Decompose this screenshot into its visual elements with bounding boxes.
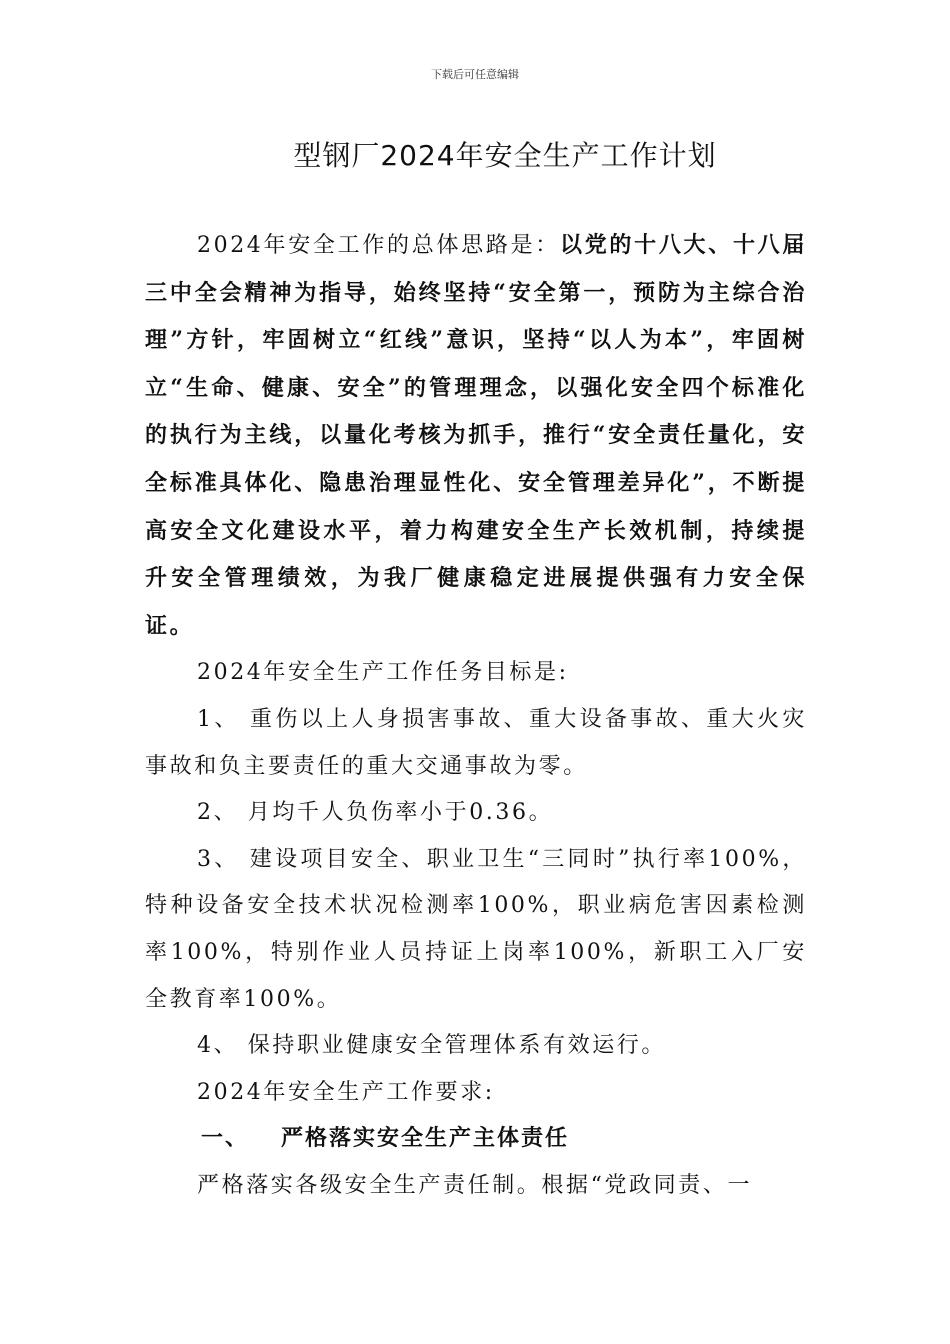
intro-lead: 2024年安全工作的总体思路是： — [197, 233, 561, 258]
targets-heading: 2024年安全生产工作任务目标是: — [197, 660, 569, 686]
intro-bold-text: 以党的十八大、十八届三中全会精神为指导，始终坚持“安全第一，预防为主综合治理”方针，牢固树立“红线”意识，坚持“以人为本”，牢固树立“生命、健康、安全”的管理理念，以强化安全四个标准化的执行为主线，以量化考核为抓手，推行“安全责任量化，安全标准具体化、隐患治理显性化、安全管理差异化”，不断提高安全文化建设水平，着力构建安全生产长效机制，持续提升安全管理绩效，为我厂健康稳定进展提供强有力安全保证。 — [145, 232, 807, 639]
intro-paragraph — [145, 222, 807, 650]
target-item-4: 4、 保持职业健康安全管理体系有效运行。 — [197, 1033, 666, 1059]
section-1-paragraph: 严格落实各级安全生产责任制。根据“党政同责、一 — [197, 1172, 753, 1198]
header-note: 下载后可任意编辑 — [431, 68, 519, 81]
document-body — [145, 222, 807, 1209]
requirements-heading: 2024年安全生产工作要求: — [197, 1079, 495, 1105]
page-title: 型钢厂2024年安全生产工作计划 — [293, 139, 717, 172]
target-item-1: 1、 重伤以上人身损害事故、重大设备事故、重大火灾事故和负主要责任的重大交通事故为零。 — [145, 706, 807, 779]
section-number: 一、 — [201, 1126, 250, 1152]
target-item-3: 3、 建设项目安全、职业卫生“三同时”执行率100%，特种设备安全技术状况检测率100%，职业病危害因素检测率100%，特别作业人员持证上岗率100%，新职工入厂安全教育率100%。 — [145, 846, 807, 1012]
target-item-2: 2、 月均千人负伤率小于0.36。 — [197, 800, 554, 826]
section-heading-1 — [145, 1116, 807, 1163]
section-title: 严格落实安全生产主体责任 — [281, 1126, 570, 1152]
